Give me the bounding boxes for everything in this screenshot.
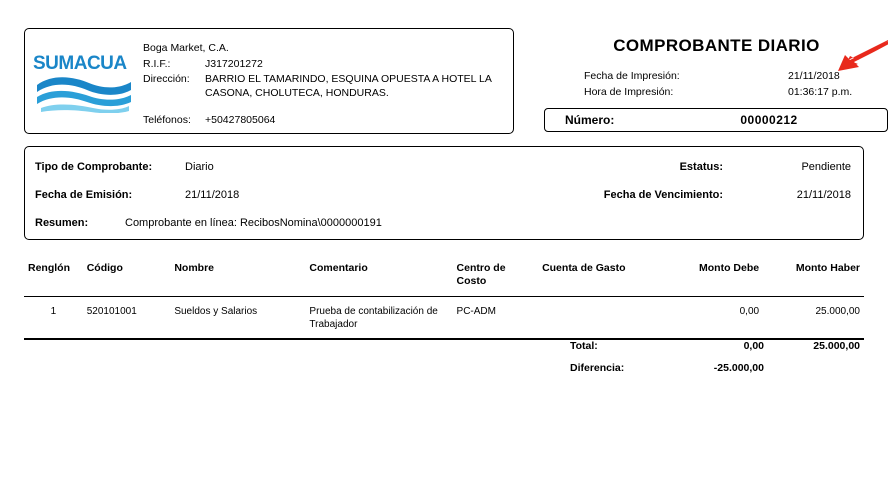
summary-row [25, 217, 863, 239]
issue-date-label: Fecha de Emisión: [35, 189, 133, 201]
header-centro-costo: Centro de Costo [453, 258, 539, 297]
cell-comentario: Prueba de contabilización de Trabajador [309, 306, 438, 330]
logo-wordmark: SUMACUA [33, 53, 127, 74]
print-time-row [584, 84, 884, 100]
waves-icon [35, 75, 135, 113]
document-number-box [544, 108, 888, 132]
lines-table-wrapper [24, 258, 864, 341]
total-debe-value: 0,00 [743, 340, 764, 352]
document-number-value: 00000212 [740, 113, 798, 127]
company-logo [31, 47, 139, 117]
header-comentario: Comentario [305, 258, 452, 297]
company-address-label: Dirección: [143, 73, 190, 85]
print-time-label: Hora de Impresión: [584, 86, 674, 98]
cell-cuenta-gasto [538, 297, 664, 342]
voucher-type-row [25, 161, 863, 183]
due-date-value: 21/11/2018 [796, 189, 851, 201]
cell-codigo: 520101001 [86, 306, 137, 317]
table-row [24, 297, 864, 342]
table-body [24, 297, 864, 342]
document-header [24, 28, 864, 136]
company-rif-value: J317201272 [205, 58, 263, 70]
totals-block [24, 340, 864, 384]
header-codigo: Código [83, 258, 171, 297]
lines-table [24, 258, 864, 341]
company-phone-value: +50427805064 [205, 114, 276, 126]
cell-monto-debe: 0,00 [739, 306, 760, 317]
total-row [24, 340, 864, 362]
company-name: Boga Market, C.A. [143, 42, 229, 54]
company-address-row [143, 72, 505, 100]
summary-label: Resumen: [35, 217, 89, 229]
total-haber-value: 25.000,00 [813, 340, 860, 352]
cell-centro-costo: PC-ADM [456, 306, 496, 317]
total-label: Total: [570, 340, 598, 352]
print-time-value: 01:36:17 p.m. [788, 86, 853, 98]
summary-value: Comprobante en línea: RecibosNomina\0000000191 [125, 217, 382, 229]
header-nombre: Nombre [170, 258, 305, 297]
voucher-type-value: Diario [185, 161, 214, 173]
company-rif-label: R.I.F.: [143, 58, 171, 70]
company-rif-row [143, 57, 505, 71]
company-phone-row [143, 113, 505, 127]
difference-label: Diferencia: [570, 362, 625, 374]
company-address-value: BARRIO EL TAMARINDO, ESQUINA OPUESTA A HOTEL LA CASONA, CHOLUTECA, HONDURAS. [205, 73, 492, 99]
issue-date-row [25, 189, 863, 211]
status-label: Estatus: [679, 161, 723, 173]
print-date-label: Fecha de Impresión: [584, 70, 680, 82]
table-head [24, 258, 864, 297]
print-date-value: 21/11/2018 [788, 70, 840, 82]
voucher-info-box [24, 146, 864, 240]
company-details [143, 41, 505, 128]
company-info-box [24, 28, 514, 134]
cell-renglon: 1 [50, 306, 57, 317]
header-monto-haber: Monto Haber [763, 258, 864, 297]
header-monto-debe: Monto Debe [664, 258, 763, 297]
voucher-type-label: Tipo de Comprobante: [35, 161, 153, 173]
print-date-row [584, 68, 884, 84]
page-title: COMPROBANTE DIARIO [613, 36, 820, 55]
company-phone-label: Teléfonos: [143, 114, 191, 126]
due-date-label: Fecha de Vencimiento: [603, 189, 723, 201]
difference-value: -25.000,00 [713, 362, 764, 374]
cell-monto-haber: 25.000,00 [815, 306, 860, 317]
document-number-label: Número: [565, 113, 615, 127]
print-info [584, 68, 884, 100]
header-cuenta-gasto: Cuenta de Gasto [538, 258, 664, 297]
table-header-row [24, 258, 864, 297]
difference-row [24, 362, 864, 384]
status-badge: Pendiente [801, 161, 851, 173]
issue-date-value: 21/11/2018 [185, 189, 240, 201]
cell-nombre: Sueldos y Salarios [174, 306, 258, 317]
header-renglon: Renglón [24, 258, 83, 297]
